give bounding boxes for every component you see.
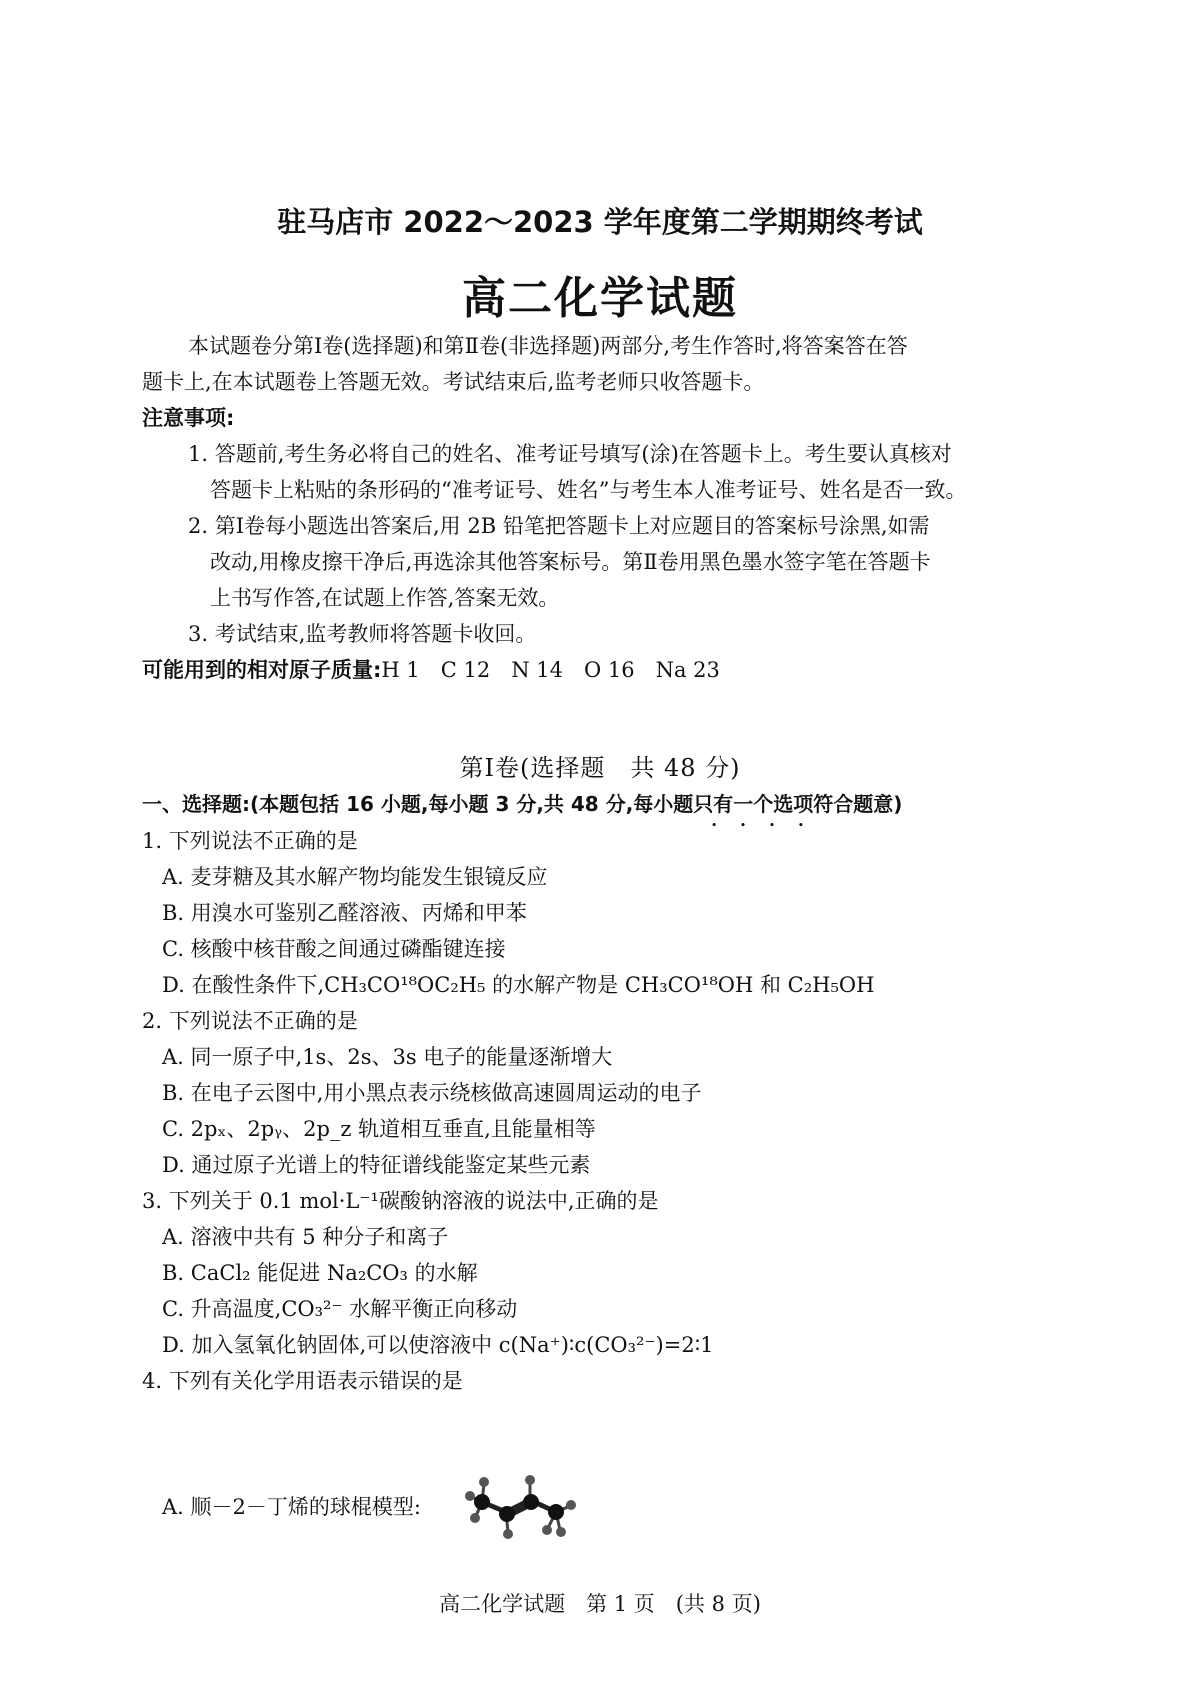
chem-formula: CH₃CO¹⁸OC₂H₅: [324, 973, 486, 997]
question-stem: 2. 下列说法不正确的是: [142, 1009, 358, 1033]
question-stem: 1. 下列说法不正确的是: [142, 829, 358, 853]
question-option: B. 用溴水可鉴别乙醛溶液、丙烯和甲苯: [162, 901, 527, 925]
notice-line: 答题卡上粘贴的条形码的“准考证号、姓名”与考生本人准考证号、姓名是否一致。: [210, 478, 967, 502]
exam-subtitle: 高二化学试题: [462, 273, 738, 324]
atomic-mass-label: 可能用到的相对原子质量:: [142, 658, 382, 682]
question-option: D. 加入氢氧化钠固体,可以使溶液中 c(Na⁺)∶c(CO₃²⁻)=2∶1: [162, 1333, 714, 1357]
question-option: [162, 971, 874, 999]
chem-formula: CH₃CO¹⁸OH: [624, 973, 754, 997]
instruction-part: 选项符合题意): [773, 792, 903, 816]
notice-line: 3. 考试结束,监考教师将答题卡收回。: [188, 622, 537, 646]
question-option: C. 2pₓ、2pᵧ、2p_z 轨道相互垂直,且能量相等: [162, 1117, 596, 1141]
question-option: B. 在电子云图中,用小黑点表示绕核做高速圆周运动的电子: [162, 1081, 702, 1105]
option-text: 和: [753, 973, 788, 997]
section-title: 第Ⅰ卷(选择题 共 48 分): [459, 754, 741, 782]
notice-line: 2. 第Ⅰ卷每小题选出答案后,用 2B 铅笔把答题卡上对应题目的答案标号涂黑,如需: [188, 514, 930, 538]
notice-line: 上书写作答,在试题上作答,答案无效。: [210, 586, 560, 610]
question-option: A. 麦芽糖及其水解产物均能发生银镜反应: [162, 865, 548, 889]
question-option: C. 升高温度,CO₃²⁻ 水解平衡正向移动: [162, 1297, 518, 1321]
question-stem: 3. 下列关于 0.1 mol·L⁻¹碳酸钠溶液的说法中,正确的是: [142, 1189, 659, 1213]
notice-heading: 注意事项:: [142, 406, 235, 430]
intro-line: 本试题卷分第Ⅰ卷(选择题)和第Ⅱ卷(非选择题)两部分,考生作答时,将答案答在答: [188, 334, 908, 358]
exam-title: 驻马店市 2022～2023 学年度第二学期期终考试: [277, 205, 923, 239]
option-text: 的水解产物是: [485, 973, 625, 997]
chem-formula: C₂H₅OH: [787, 973, 875, 997]
question-option: A. 同一原子中,1s、2s、3s 电子的能量逐渐增大: [162, 1045, 613, 1069]
section-instruction: [142, 790, 902, 818]
question-stem: 4. 下列有关化学用语表示错误的是: [142, 1369, 463, 1393]
intro-line: 题卡上,在本试题卷上答题无效。考试结束后,监考老师只收答题卡。: [142, 370, 765, 394]
ball-and-stick-model-icon: [460, 1470, 580, 1550]
option-text: D. 在酸性条件下,: [162, 973, 325, 997]
notice-line: 改动,用橡皮擦干净后,再选涂其他答案标号。第Ⅱ卷用黑色墨水签字笔在答题卡: [210, 550, 931, 574]
instruction-emphasis: 只有一个 • • • •: [693, 792, 773, 816]
notice-line: 1. 答题前,考生务必将自己的姓名、准考证号填写(涂)在答题卡上。考生要认真核对: [188, 442, 952, 466]
page-footer: 高二化学试题 第 1 页 (共 8 页): [439, 1592, 761, 1616]
question-option: C. 核酸中核苷酸之间通过磷酯键连接: [162, 937, 506, 961]
instruction-part: 一、选择题:(本题包括 16 小题,每小题 3 分,共 48 分,每小题: [142, 792, 694, 816]
question-option: A. 溶液中共有 5 种分子和离子: [162, 1225, 449, 1249]
question-option: D. 通过原子光谱上的特征谱线能鉴定某些元素: [162, 1153, 591, 1177]
question-option: A. 顺－2－丁烯的球棍模型:: [162, 1495, 421, 1519]
atomic-mass: [142, 656, 720, 684]
question-option: B. CaCl₂ 能促进 Na₂CO₃ 的水解: [162, 1261, 478, 1285]
atomic-mass-values: H 1 C 12 N 14 O 16 Na 23: [381, 658, 720, 682]
